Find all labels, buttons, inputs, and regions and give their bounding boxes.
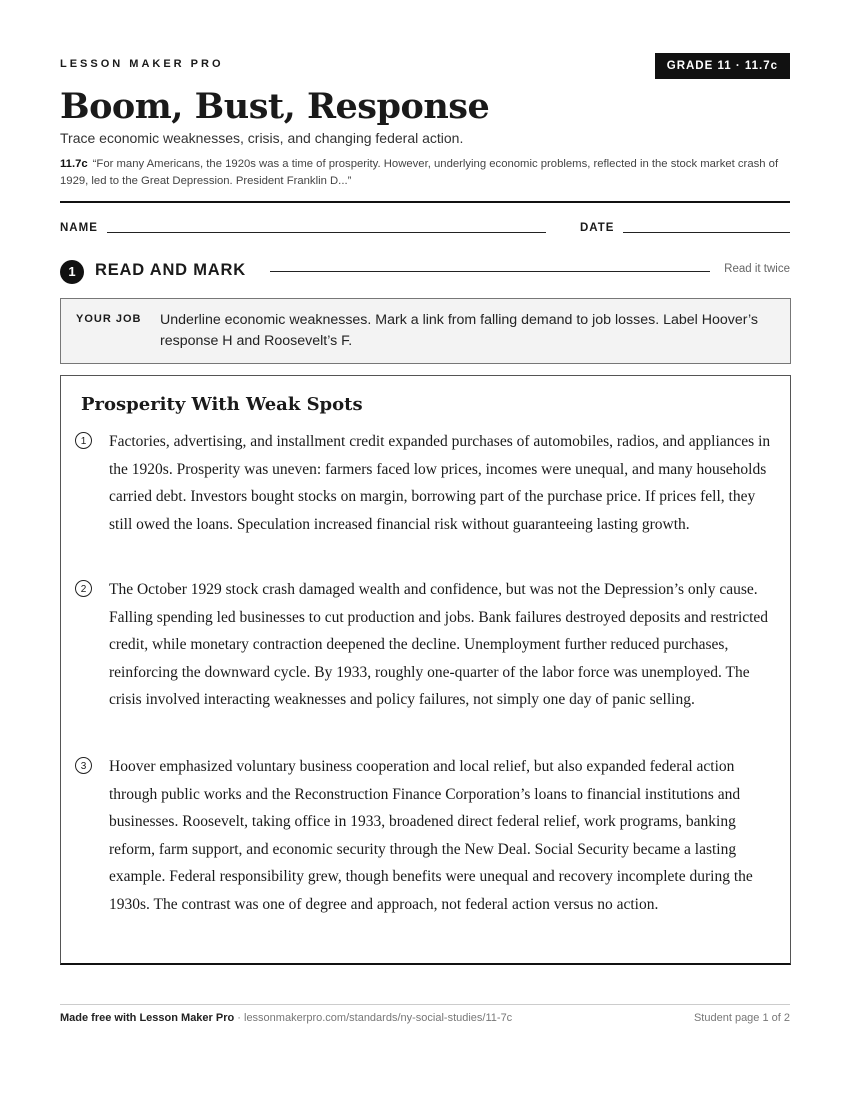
name-label: NAME (60, 222, 98, 234)
section-note: Read it twice (724, 263, 790, 275)
section-number-badge: 1 (60, 260, 84, 284)
your-job-box (60, 298, 791, 364)
date-label: DATE (580, 222, 615, 234)
reading-passage-box (60, 375, 791, 965)
your-job-label: YOUR JOB (76, 313, 142, 325)
standard-quote (60, 156, 795, 190)
paragraph-number-1: 1 (75, 432, 92, 449)
footer-divider (60, 1004, 790, 1005)
your-job-instructions: Underline economic weaknesses. Mark a link from falling demand to job losses. Label Hoover’s response H and Roosevelt’s F. (160, 312, 759, 349)
grade-badge: GRADE 11 · 11.7c (655, 53, 790, 79)
footer-page-number: Student page 1 of 2 (693, 1012, 790, 1024)
reading-title: Prosperity With Weak Spots (81, 394, 363, 415)
section-title: READ AND MARK (95, 261, 246, 279)
paragraph-1 (75, 428, 775, 538)
footer-url[interactable]: · lessonmakerpro.com/standards/ny-social-studies/11-7c (234, 1012, 513, 1024)
paragraph-number-2: 2 (75, 580, 92, 597)
paragraph-2 (75, 576, 775, 714)
standard-text: “For many Americans, the 1920s was a time of prosperity. However, underlying economic problems, reflected in the stock market crash of 1929, led to the Great Depression. President Franklin D...” (60, 158, 779, 187)
worksheet-title: Boom, Bust, Response (60, 86, 490, 127)
worksheet-subtitle: Trace economic weaknesses, crisis, and changing federal action. (60, 130, 464, 146)
paragraph-text-2: The October 1929 stock crash damaged wealth and confidence, but was not the Depression’s only cause. Falling spending led businesses to cut production and jobs. Bank failures destroyed deposits and restricted credit, while monetary contraction deepened the decline. Unemployment further reduced purchases, reinforcing the downward cycle. By 1933, roughly one-quarter of the labor force was unemployed. The crisis involved interacting weaknesses and policy failures, not simply one day of panic selling. (109, 581, 769, 709)
paragraph-text-3: Hoover emphasized voluntary business cooperation and local relief, but also expanded federal action through public works and the Reconstruction Finance Corporation’s loans to financial institutions and businesses. Roosevelt, taking office in 1933, broadened direct federal relief, work programs, banking reform, farm support, and economic security through the New Deal. Social Security became a lasting example. Federal responsibility grew, though benefits were unequal and recovery incomplete during the 1930s. The contrast was one of degree and approach, not federal action versus no action. (109, 758, 753, 913)
date-line (623, 232, 790, 233)
brand-name: LESSON MAKER PRO (60, 58, 224, 70)
paragraph-text-1: Factories, advertising, and installment credit expanded purchases of automobiles, radios, and appliances in the 1920s. Prosperity was uneven: farmers faced low prices, incomes were unequal, and many households carried debt. Investors bought stocks on margin, borrowing part of the purchase price. If prices fell, they still owed the loans. Speculation increased financial risk without guaranteeing lasting growth. (109, 433, 771, 533)
paragraph-3 (75, 753, 775, 919)
section-rule (270, 271, 710, 272)
header-divider (60, 201, 790, 203)
standard-code: 11.7c (60, 158, 88, 170)
footer-made-by: Made free with Lesson Maker Pro (60, 1012, 235, 1024)
paragraph-number-3: 3 (75, 757, 92, 774)
name-line (107, 232, 546, 233)
footer-credit (60, 1012, 512, 1024)
